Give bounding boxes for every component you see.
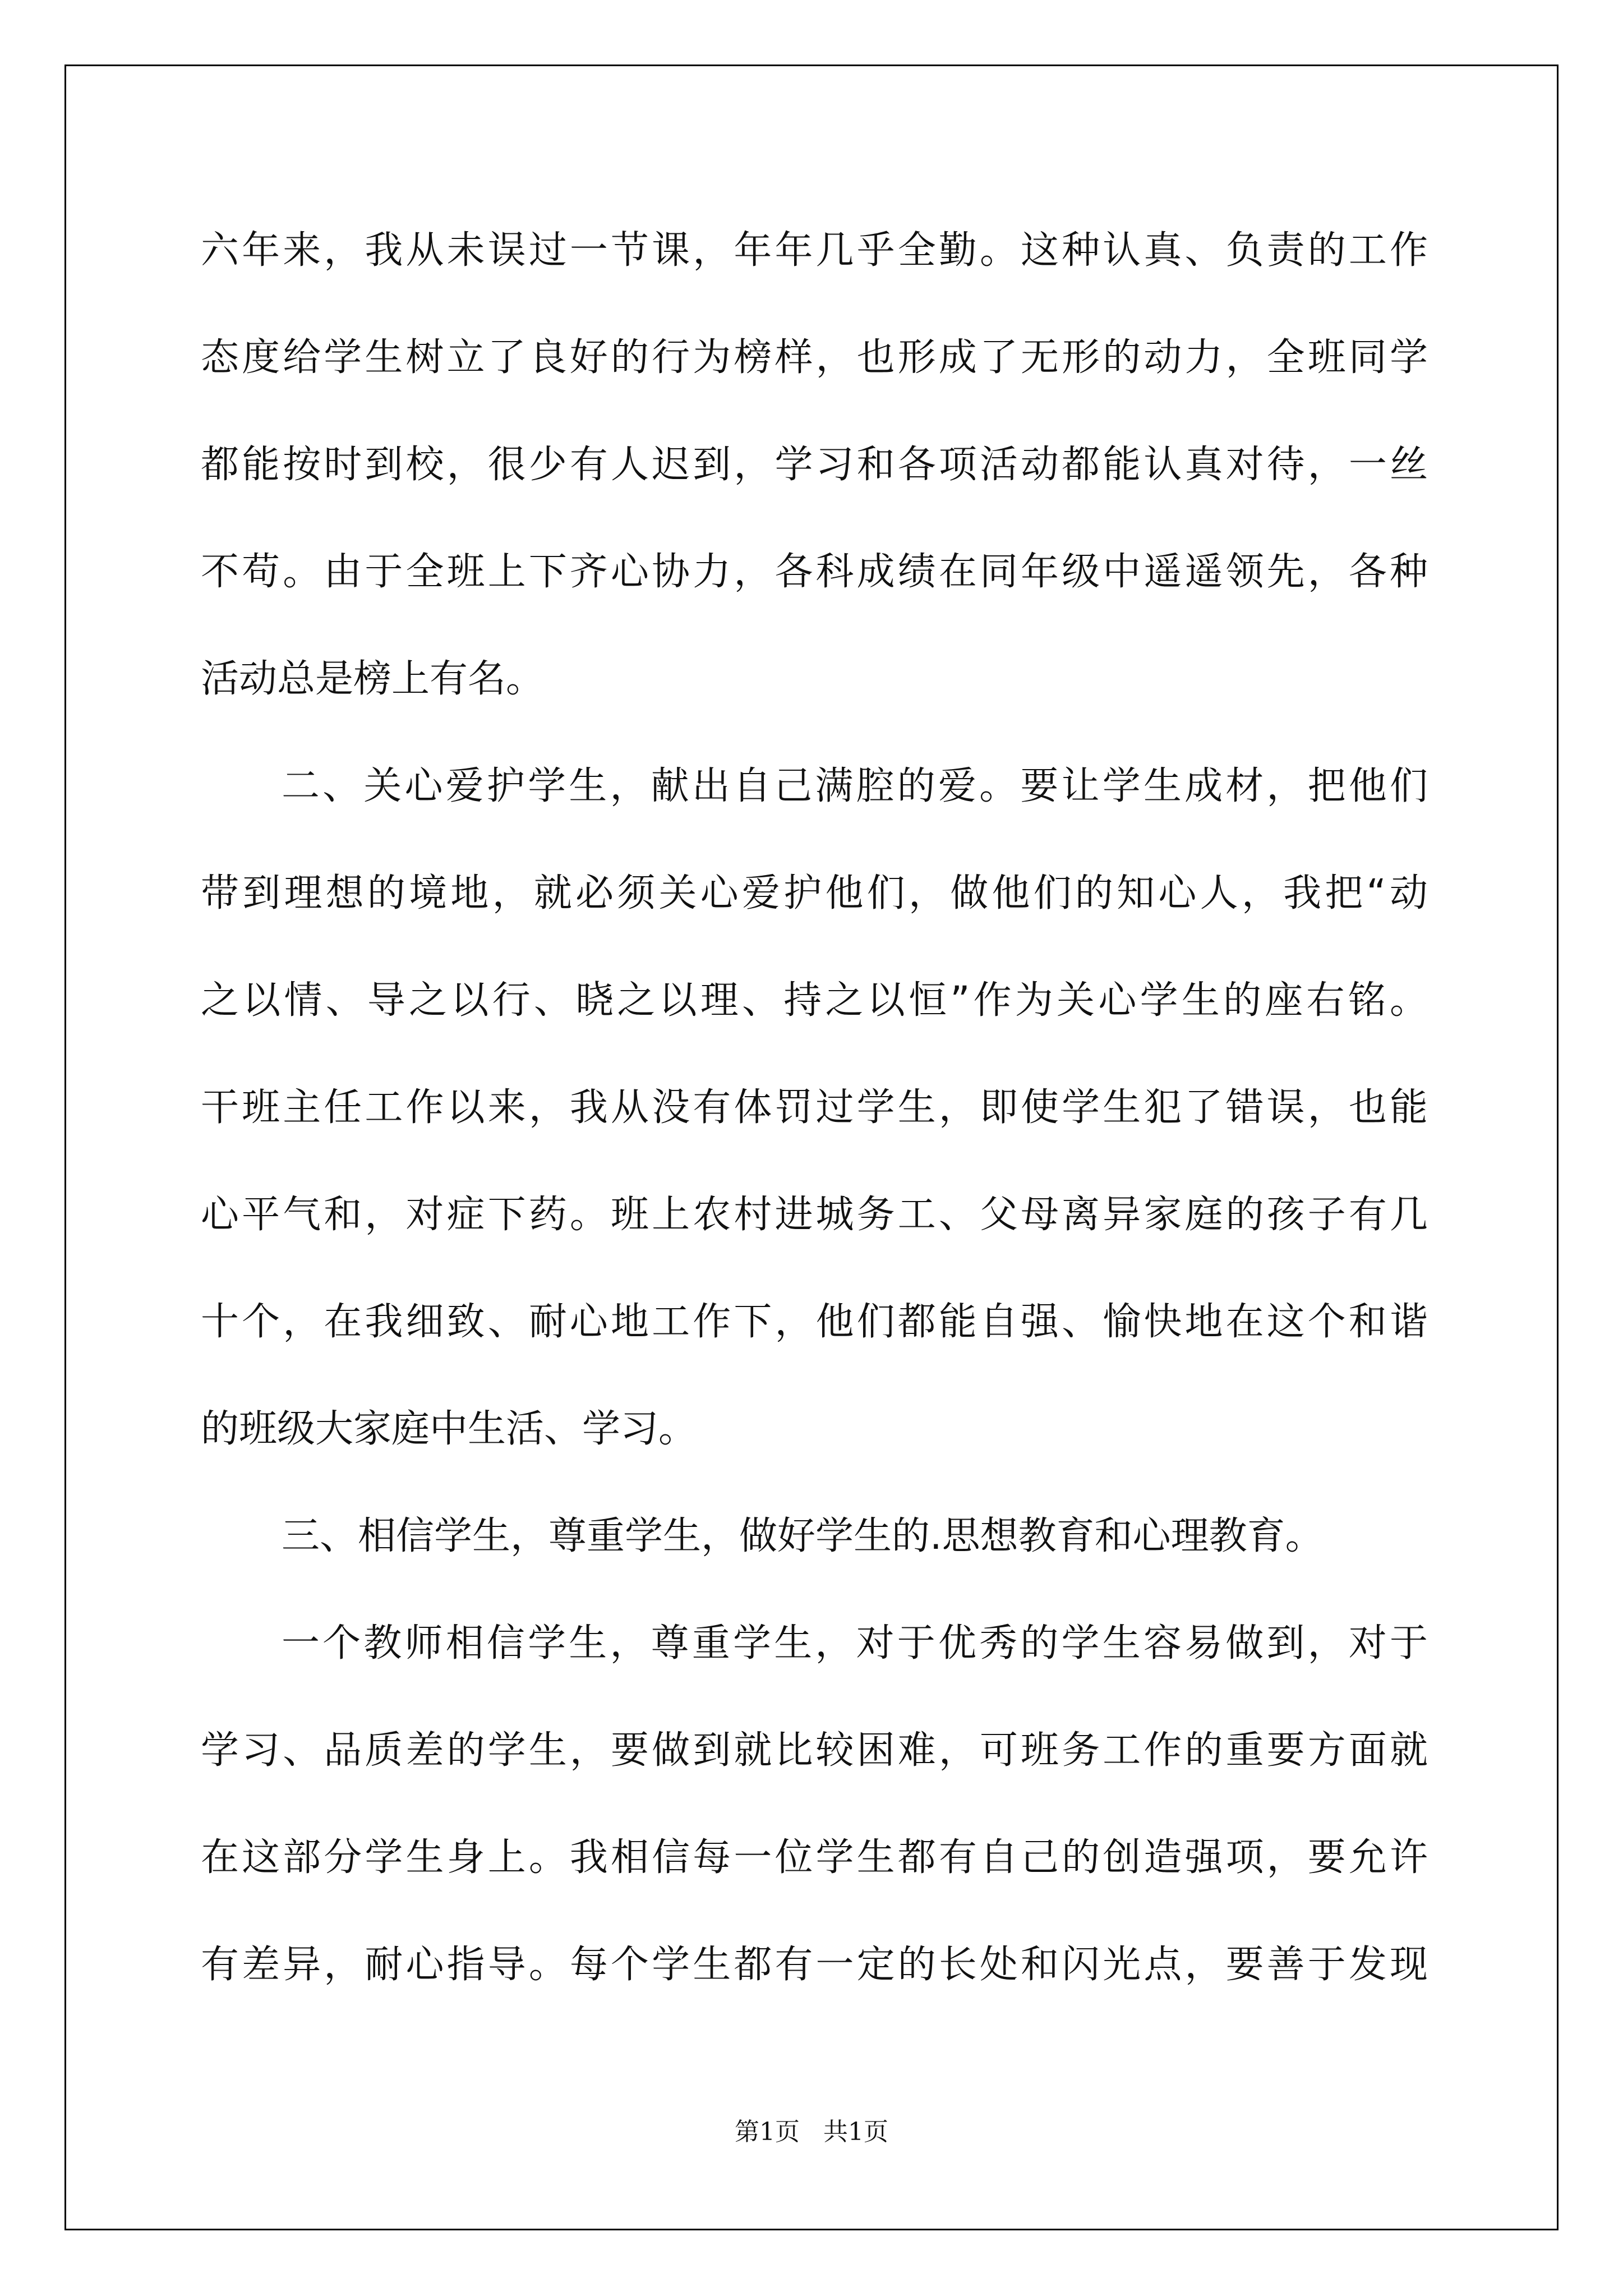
text-line: 干班主任工作以来，我从没有体罚过学生，即使学生犯了错误，也能 [201, 1085, 1428, 1130]
text-line: 的班级大家庭中生活、学习。 [201, 1407, 697, 1451]
text-line: 在这部分学生身上。我相信每一位学生都有自己的创造强项，要允许 [201, 1835, 1428, 1880]
text-line: 心平气和，对症下药。班上农村进城务工、父母离异家庭的孩子有几 [201, 1193, 1428, 1237]
text-line: 态度给学生树立了良好的行为榜样，也形成了无形的动力，全班同学 [201, 335, 1428, 380]
text-line: 不苟。由于全班上下齐心协力，各科成绩在同年级中遥遥领先，各种 [201, 550, 1428, 594]
text-line: 十个，在我细致、耐心地工作下，他们都能自强、愉快地在这个和谐 [201, 1300, 1428, 1344]
text-line: 六年来，我从未误过一节课，年年几乎全勤。这种认真、负责的工作 [201, 228, 1428, 273]
text-line: 学习、品质差的学生，要做到就比较困难，可班务工作的重要方面就 [201, 1728, 1428, 1773]
page-footer: 第1页 共1页 [735, 2118, 888, 2146]
text-line: 有差异，耐心指导。每个学生都有一定的长处和闪光点，要善于发现 [201, 1943, 1428, 1987]
text-line: 带到理想的境地，就必须关心爱护他们，做他们的知心人，我把“动 [201, 871, 1428, 915]
text-line: 之以情、导之以行、晓之以理、持之以恒”作为关心学生的座右铭。 [201, 978, 1428, 1023]
text-line: 都能按时到校，很少有人迟到，学习和各项活动都能认真对待，一丝 [201, 443, 1428, 487]
text-line: 三、相信学生，尊重学生，做好学生的.思想教育和心理教育。 [282, 1514, 1324, 1558]
text-line: 二、关心爱护学生，献出自己满腔的爱。要让学生成材，把他们 [282, 764, 1428, 808]
text-line: 一个教师相信学生，尊重学生，对于优秀的学生容易做到，对于 [282, 1621, 1428, 1665]
body-text [201, 218, 1428, 2039]
text-line: 活动总是榜上有名。 [201, 657, 545, 701]
